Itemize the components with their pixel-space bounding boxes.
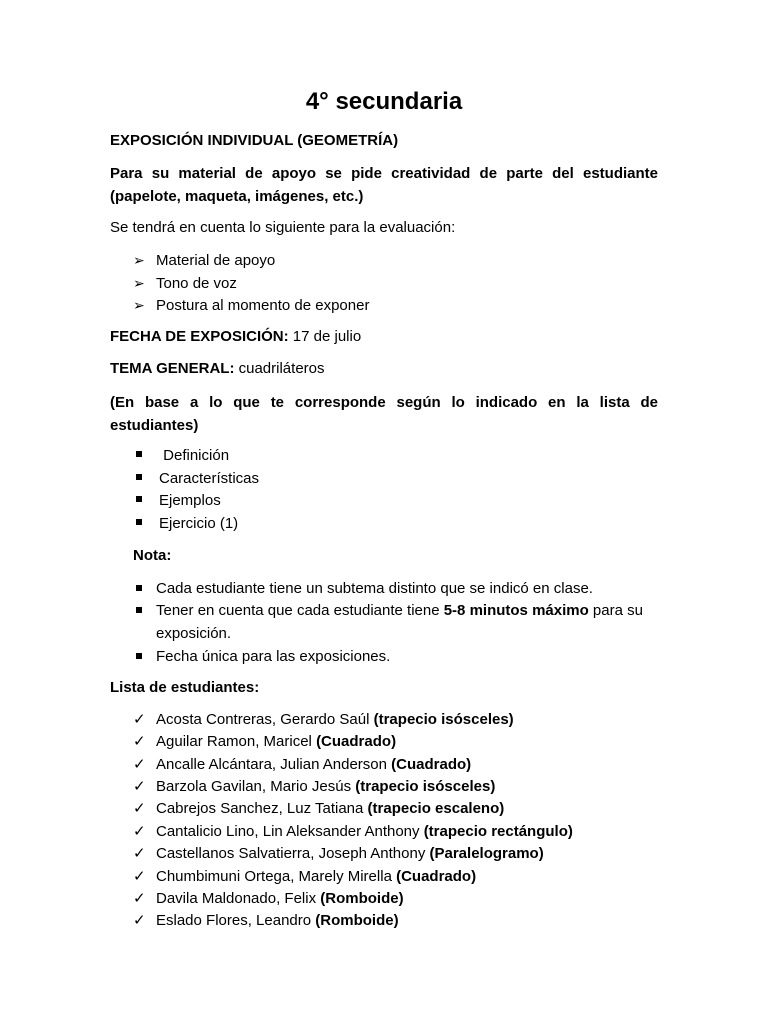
student-item: ✓ Ancalle Alcántara, Julian Anderson (Cuadrado)	[133, 754, 471, 776]
exposition-date: FECHA DE EXPOSICIÓN: 17 de julio	[110, 328, 362, 345]
eval-item: ➢ Material de apoyo	[133, 249, 275, 272]
student-item: ✓ Cantalicio Lino, Lin Aleksander Anthony (trapecio rectángulo)	[133, 821, 573, 843]
student-item: ✓ Acosta Contreras, Gerardo Saúl (trapecio isósceles)	[133, 709, 514, 731]
topic-item: Características	[133, 468, 259, 490]
eval-item: ➢ Tono de voz	[133, 272, 237, 295]
eval-item: ➢ Postura al momento de exponer	[133, 294, 369, 317]
student-item: ✓ Barzola Gavilan, Mario Jesús (trapecio isósceles)	[133, 776, 495, 798]
checkmark-icon: ✓	[133, 756, 146, 773]
square-bullet-icon	[136, 496, 142, 502]
square-bullet-icon	[136, 607, 142, 613]
student-item: ✓ Chumbimuni Ortega, Marely Mirella (Cuadrado)	[133, 866, 476, 888]
checkmark-icon: ✓	[133, 800, 146, 817]
checkmark-icon: ✓	[133, 711, 146, 728]
note-item: Fecha única para las exposiciones.	[133, 645, 673, 668]
checkmark-icon: ✓	[133, 890, 146, 907]
student-item: ✓ Davila Maldonado, Felix (Romboide)	[133, 888, 404, 910]
evaluation-intro: Se tendrá en cuenta lo siguiente para la evaluación:	[110, 219, 456, 236]
general-topic: TEMA GENERAL: cuadriláteros	[110, 360, 325, 377]
square-bullet-icon	[136, 519, 142, 525]
checkmark-icon: ✓	[133, 845, 146, 862]
checkmark-icon: ✓	[133, 868, 146, 885]
square-bullet-icon	[136, 474, 142, 480]
arrow-bullet-icon: ➢	[133, 252, 145, 268]
material-note: Para su material de apoyo se pide creatividad de parte del estudiante (papelote, maqueta, imágenes, etc.)	[110, 165, 658, 205]
student-item: ✓ Eslado Flores, Leandro (Romboide)	[133, 910, 399, 932]
topic-item: Ejercicio (1)	[133, 513, 238, 535]
square-bullet-icon	[136, 653, 142, 659]
section-heading: EXPOSICIÓN INDIVIDUAL (GEOMETRÍA)	[110, 132, 399, 149]
base-note: (En base a lo que te corresponde según lo indicado en la lista de estudiantes)	[110, 394, 658, 434]
page-title: 4° secundaria	[305, 88, 463, 115]
checkmark-icon: ✓	[133, 778, 146, 795]
checkmark-icon: ✓	[133, 733, 146, 750]
note-item: Cada estudiante tiene un subtema distinto que se indicó en clase.	[133, 577, 673, 600]
square-bullet-icon	[136, 451, 142, 457]
student-item: ✓ Aguilar Ramon, Maricel (Cuadrado)	[133, 731, 396, 753]
topic-item: Ejemplos	[133, 490, 221, 512]
arrow-bullet-icon: ➢	[133, 297, 145, 313]
topic-item: Definición	[133, 445, 229, 467]
checkmark-icon: ✓	[133, 912, 146, 929]
square-bullet-icon	[136, 585, 142, 591]
checkmark-icon: ✓	[133, 823, 146, 840]
students-label: Lista de estudiantes:	[110, 679, 260, 696]
student-item: ✓ Castellanos Salvatierra, Joseph Anthony (Paralelogramo)	[133, 843, 544, 865]
arrow-bullet-icon: ➢	[133, 275, 145, 291]
student-item: ✓ Cabrejos Sanchez, Luz Tatiana (trapecio escaleno)	[133, 798, 504, 820]
note-label: Nota:	[133, 547, 172, 564]
note-item: Tener en cuenta que cada estudiante tiene 5-8 minutos máximo para su exposición.	[133, 599, 663, 645]
